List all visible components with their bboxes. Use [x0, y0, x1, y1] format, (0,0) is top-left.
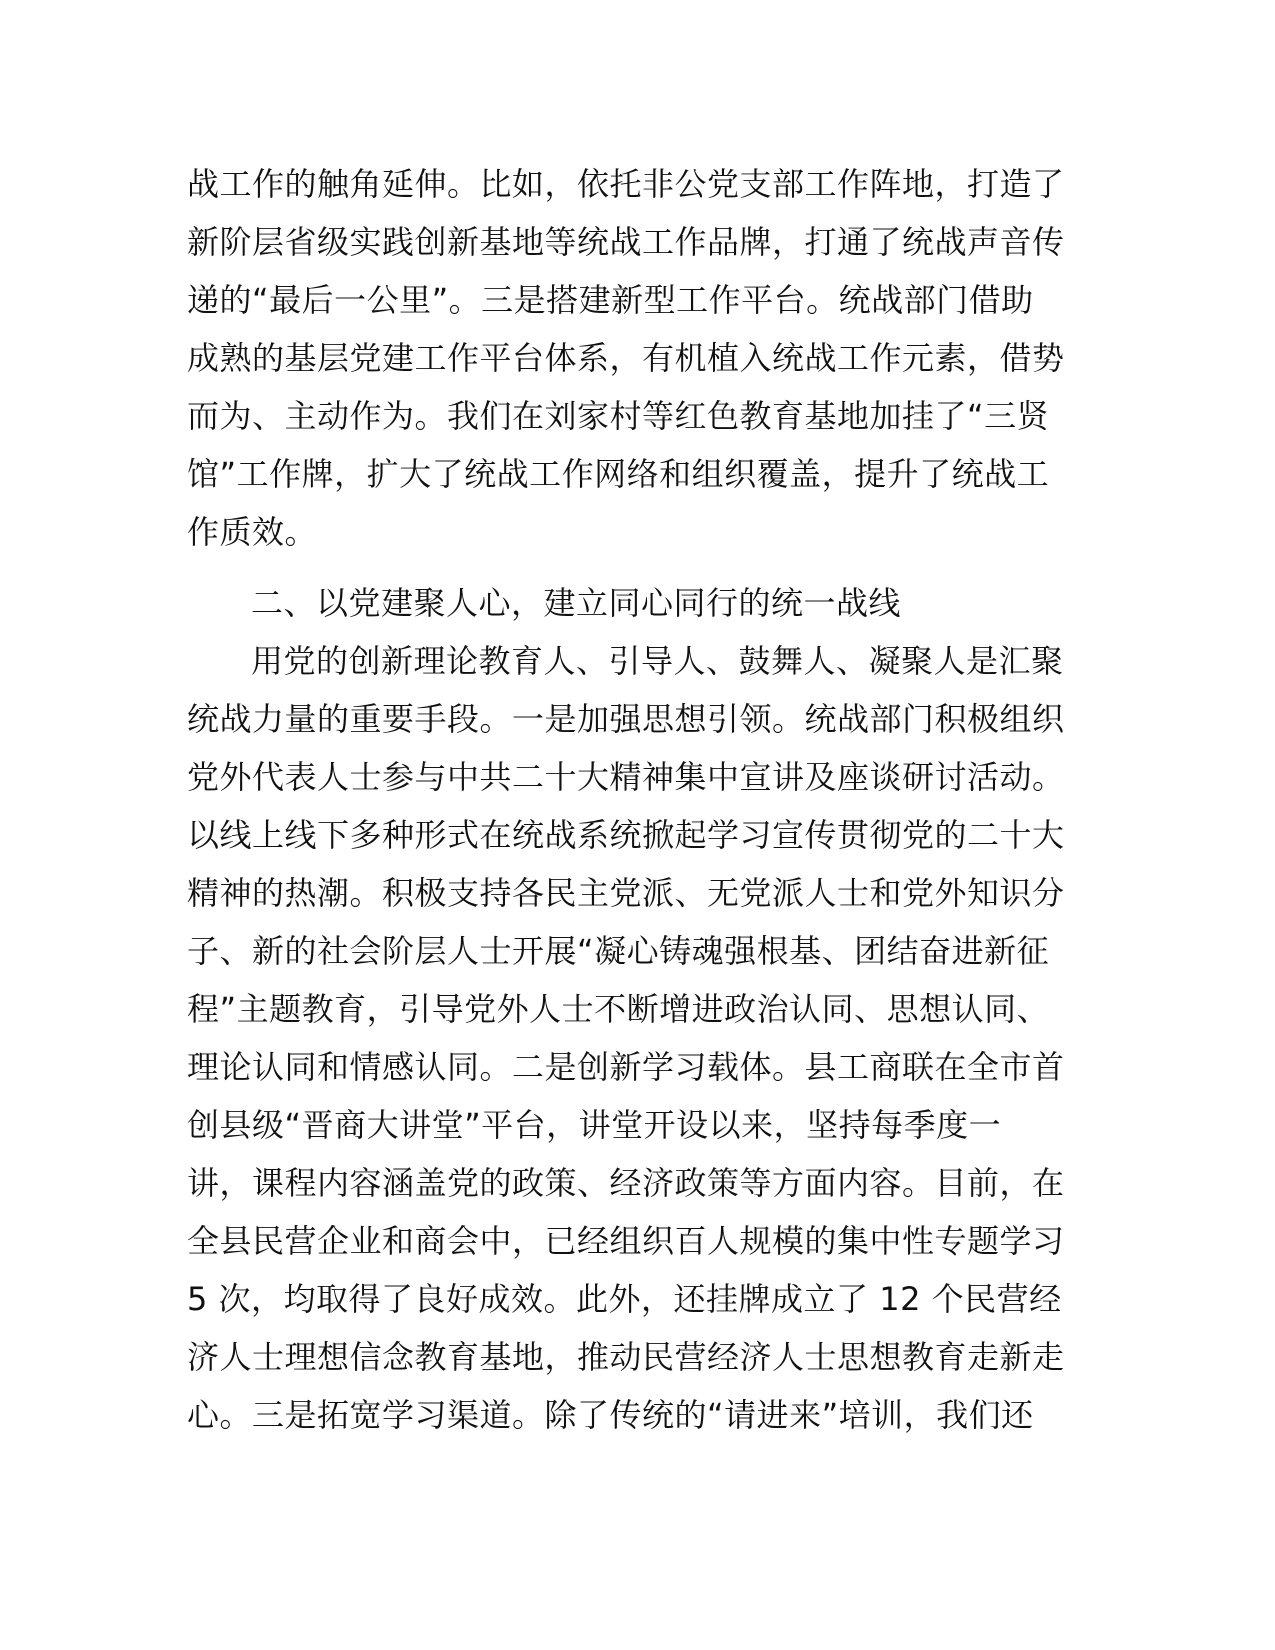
text-line: 统战力量的重要手段。一是加强思想引领。统战部门积极组织 — [187, 700, 1065, 738]
text-line: 新阶层省级实践创新基地等统战工作品牌，打通了统战声音传 — [187, 223, 1065, 261]
text-line: 馆”工作牌，扩大了统战工作网络和组织覆盖，提升了统战工 — [187, 455, 1050, 493]
text-line: 程”主题教育，引导党外人士不断增进政治认同、思想认同、 — [187, 990, 1050, 1028]
text-line: 以线上线下多种形式在统战系统掀起学习宣传贯彻党的二十大 — [187, 816, 1065, 854]
text-line: 成熟的基层党建工作平台体系，有机植入统战工作元素，借势 — [187, 339, 1065, 377]
text-line: 战工作的触角延伸。比如，依托非公党支部工作阵地，打造了 — [187, 165, 1065, 203]
text-line: 精神的热潮。积极支持各民主党派、无党派人士和党外知识分 — [187, 874, 1065, 912]
section-heading — [187, 574, 1087, 632]
text-line: 党外代表人士参与中共二十大精神集中宣讲及座谈研讨活动。 — [187, 758, 1065, 796]
text-line: 全县民营企业和商会中，已经组织百人规模的集中性专题学习 — [187, 1222, 1065, 1260]
text-line: 用党的创新理论教育人、引导人、鼓舞人、凝聚人是汇聚 — [251, 642, 1064, 680]
text-line: 济人士理想信念教育基地，推动民营经济人士思想教育走新走 — [187, 1338, 1065, 1376]
paragraph-continued — [187, 155, 1087, 561]
text-line: 理论认同和情感认同。二是创新学习载体。县工商联在全市首 — [187, 1048, 1065, 1086]
paragraph-2 — [187, 632, 1087, 1444]
text-line: 创县级“晋商大讲堂”平台，讲堂开设以来，坚持每季度一 — [187, 1106, 1002, 1144]
text-line: 讲，课程内容涵盖党的政策、经济政策等方面内容。目前，在 — [187, 1164, 1065, 1202]
text-line: 子、新的社会阶层人士开展“凝心铸魂强根基、团结奋进新征 — [187, 932, 1050, 970]
text-line: 心。三是拓宽学习渠道。除了传统的“请进来”培训，我们还 — [187, 1396, 1034, 1434]
text-line: 5 次，均取得了良好成效。此外，还挂牌成立了 12 个民营经 — [187, 1280, 1062, 1318]
text-line: 递的“最后一公里”。三是搭建新型工作平台。统战部门借助 — [187, 281, 1034, 319]
text-line: 作质效。 — [187, 513, 318, 551]
section-heading-text: 二、以党建聚人心，建立同心同行的统一战线 — [251, 584, 902, 622]
text-line: 而为、主动作为。我们在刘家村等红色教育基地加挂了“三贤 — [187, 397, 1050, 435]
